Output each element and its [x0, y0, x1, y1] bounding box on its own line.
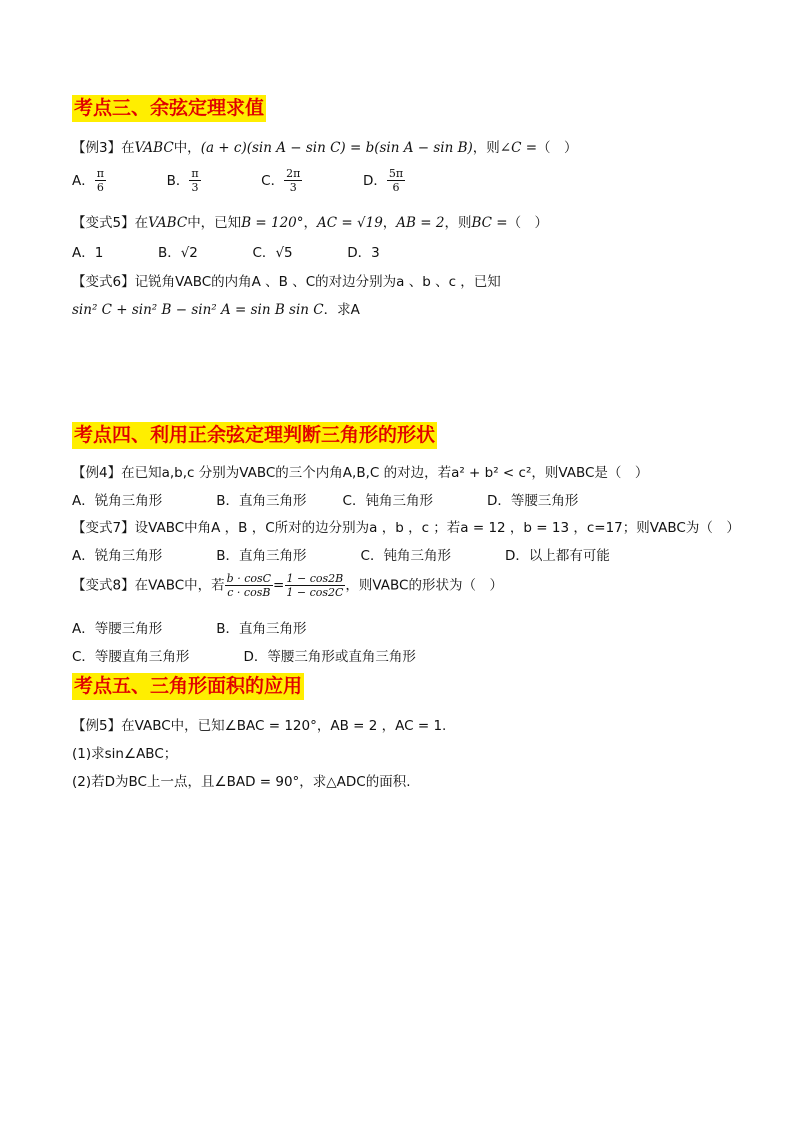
example-4-tag: 【例4】 — [72, 465, 122, 481]
example-5-question: 【例5】在VABC中，已知∠BAC = 120°，AB = 2 ，AC = 1. — [72, 718, 447, 734]
option-c: C．钝角三角形 — [342, 493, 433, 509]
option-c: C．钝角三角形 — [360, 548, 451, 564]
option-b: B．直角三角形 — [216, 548, 307, 564]
option-c: C． $\frac{2\pi}{3}$ — [261, 167, 301, 194]
variant-6-equation-line: sin² C + sin² B − sin² A = sin B sin C．求A — [72, 302, 360, 318]
option-c: C．√5 — [252, 245, 293, 261]
example-3-equation: (a + c)(sin A − sin C) = b(sin A − sin B) — [200, 140, 473, 156]
option-d: D．3 — [347, 245, 380, 261]
option-d: D． $\frac{5\pi}{6}$ — [362, 167, 404, 194]
option-a: A．锐角三角形 — [72, 493, 163, 509]
variant-6-question: 【变式6】记锐角VABC的内角A 、B 、C的对边分别为a 、b 、c ，已知 — [72, 274, 501, 290]
option-b: B．直角三角形 — [216, 621, 307, 637]
example-3-question: 【例3】在VABC中，(a + c)(sin A − sin C) = b(sin A − sin B)，则∠C =（ ） — [72, 140, 578, 156]
example-3-tag: 【例3】 — [72, 140, 122, 156]
option-a: A．锐角三角形 — [72, 548, 163, 564]
variant-7-tag: 【变式7】 — [72, 520, 135, 536]
example-3-options — [72, 167, 405, 194]
variant-5-tag: 【变式5】 — [72, 215, 135, 231]
option-b: B．√2 — [157, 245, 198, 261]
option-a: A．1 — [72, 245, 104, 261]
variant-8-tag: 【变式8】 — [72, 577, 135, 594]
example-5-tag: 【例5】 — [72, 718, 122, 734]
option-d: D．等腰三角形 — [486, 493, 579, 509]
option-c: C．等腰直角三角形 — [72, 649, 190, 665]
option-d: D．等腰三角形或直角三角形 — [243, 649, 416, 665]
option-b: B．直角三角形 — [216, 493, 307, 509]
variant-7-options — [72, 544, 610, 564]
option-b: B． $\frac{\pi}{3}$ — [166, 167, 199, 194]
section-3-title: 考点三、余弦定理求值 — [72, 95, 266, 122]
variant-5-question: 【变式5】在VABC中，已知B = 120°，AC = √19，AB = 2，则BC =（ ） — [72, 215, 549, 231]
example-4-question: 【例4】在已知a,b,c 分别为VABC的三个内角A,B,C 的对边，若a² + b² < c²，则VABC是（ ） — [72, 465, 649, 481]
option-d: D．以上都有可能 — [504, 548, 610, 564]
variant-6-equation: sin² C + sin² B − sin² A = sin B sin C — [72, 302, 324, 318]
section-5-title: 考点五、三角形面积的应用 — [72, 673, 304, 700]
variant-8-question: 【变式8】在VABC中，若 $\frac{b \cdot \cos C}{c \cdot \cos B}$ = $\frac{1 - \cos 2B}{1 - \cos 2C}$ ，则VABC的形状为（ ） — [72, 572, 503, 599]
variant-8-options-row2 — [72, 645, 416, 665]
option-a: A． $\frac{\pi}{6}$ — [72, 167, 104, 194]
variant-5-options — [72, 241, 380, 261]
example-4-options — [72, 489, 578, 509]
example-5-part-2: (2)若D为BC上一点，且∠BAD = 90°，求△ADC的面积. — [72, 774, 411, 790]
option-a: A．等腰三角形 — [72, 621, 163, 637]
example-5-part-1: (1)求sin∠ABC； — [72, 746, 178, 762]
section-4-title: 考点四、利用正余弦定理判断三角形的形状 — [72, 422, 437, 449]
variant-8-options-row1 — [72, 617, 307, 637]
variant-7-question: 【变式7】设VABC中角A ，B ，C所对的边分别为a ，b ，c ；若a = 12 ，b = 13 ，c=17；则VABC为（ ） — [72, 520, 740, 536]
variant-6-tag: 【变式6】 — [72, 274, 135, 290]
